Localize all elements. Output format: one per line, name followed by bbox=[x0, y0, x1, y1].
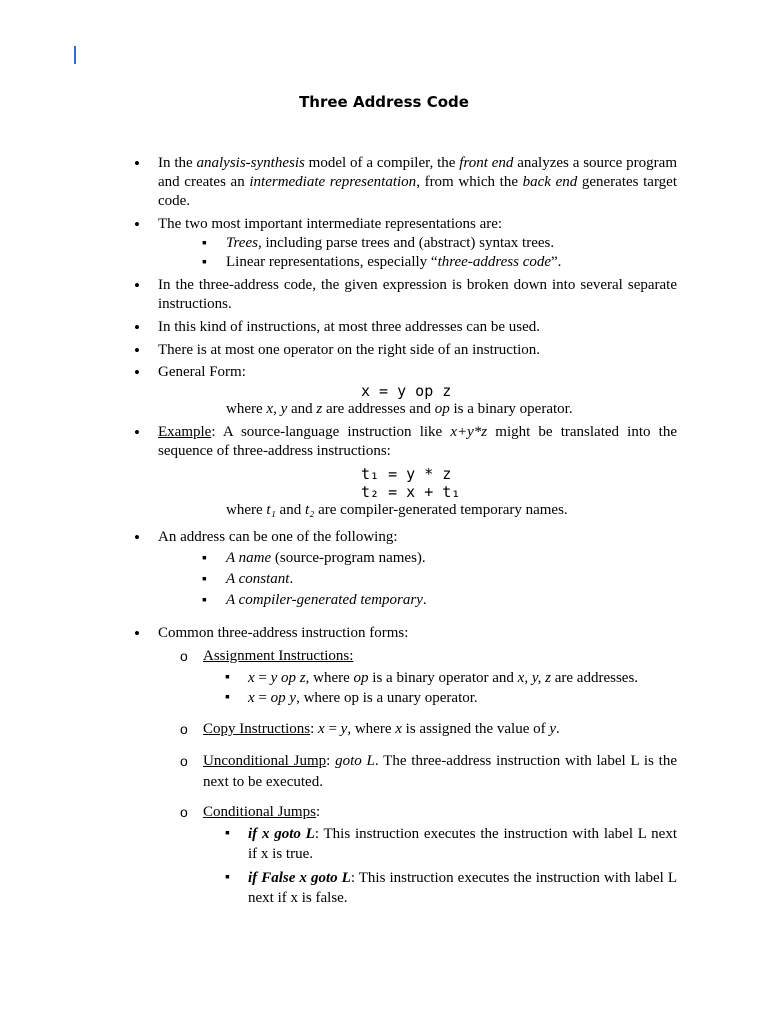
example-where: where t₁ and t₂ are compiler-generated temporary names. bbox=[226, 502, 568, 518]
bullet-at-most-three: • In this kind of instructions, at most three addresses can be used. bbox=[158, 318, 677, 337]
bullet-general-form: • General Form: bbox=[158, 363, 677, 382]
assign-item-binary: ▪ x = y op z, where op is a binary operator and x, y, z are addresses. bbox=[158, 668, 677, 688]
example-code-line-2: t₂ = x + t₁ bbox=[361, 483, 461, 501]
address-item-constant: ▪ A constant. bbox=[158, 570, 677, 589]
bullet-two-reps: • The two most important intermediate representations are: bbox=[158, 215, 677, 234]
document-body bbox=[158, 154, 677, 908]
example-code-line-1: t₁ = y * z bbox=[361, 465, 452, 483]
bullet-address: • An address can be one of the following: bbox=[158, 528, 677, 547]
general-form-code: x = y op z bbox=[361, 382, 452, 400]
form-unconditional-jump: o Unconditional Jump: goto L. The three-address instruction with label L is the next to be executed. bbox=[158, 751, 677, 793]
bullet-one-operator: • There is at most one operator on the right side of an instruction. bbox=[158, 341, 677, 360]
form-copy: o Copy Instructions: x = y, where x is assigned the value of y. bbox=[158, 720, 677, 739]
form-conditional-jumps: o Conditional Jumps: bbox=[158, 803, 677, 822]
rep-item-linear: ▪ Linear representations, especially “three-address code”. bbox=[158, 253, 677, 272]
cjump-item-iffalse: ▪ if False x goto L: This instruction executes the instruction with label L next if x is false. bbox=[158, 868, 677, 908]
form-assignment: o Assignment Instructions: bbox=[158, 647, 677, 666]
rep-item-trees: ▪ Trees, including parse trees and (abstract) syntax trees. bbox=[158, 234, 677, 253]
assign-item-unary: ▪ x = op y, where op is a unary operator. bbox=[158, 688, 677, 708]
bullet-intro: • In the analysis-synthesis model of a compiler, the front end analyzes a source program and creates an intermediate representation, from which the back end generates target code. bbox=[158, 154, 677, 211]
text-cursor bbox=[74, 46, 76, 64]
bullet-common-forms: • Common three-address instruction forms: bbox=[158, 624, 677, 643]
bullet-broken-down: • In the three-address code, the given expression is broken down into several separate instructions. bbox=[158, 276, 677, 314]
general-form-where: where x, y and z are addresses and op is a binary operator. bbox=[226, 401, 573, 417]
address-item-name: ▪ A name (source-program names). bbox=[158, 549, 677, 568]
address-item-temporary: ▪ A compiler-generated temporary. bbox=[158, 591, 677, 610]
page-title: Three Address Code bbox=[299, 93, 469, 111]
bullet-example: • Example: A source-language instruction like x+y*z might be translated into the sequence of three-address instructions: bbox=[158, 423, 677, 461]
cjump-item-if: ▪ if x goto L: This instruction executes the instruction with label L next if x is true. bbox=[158, 824, 677, 864]
